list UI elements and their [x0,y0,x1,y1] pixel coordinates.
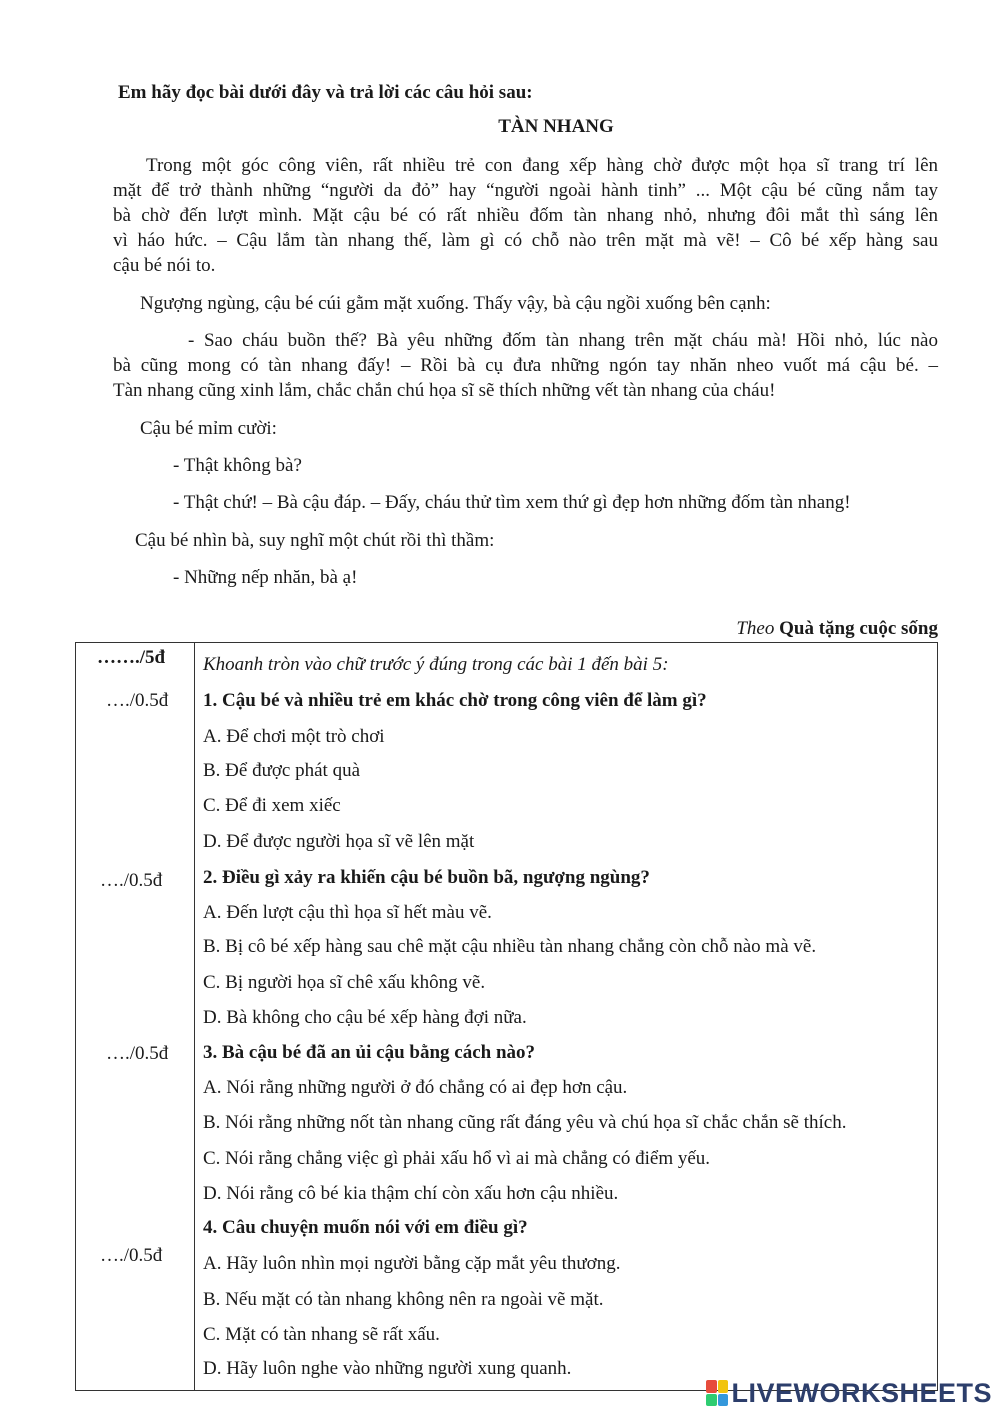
story-line: vì háo hức. – Cậu lắm tàn nhang thế, làm gì có chỗ nào trên mặt mà vẽ! – Cô bé xếp hàng sau [113,230,938,251]
option-2b[interactable]: B. Bị cô bé xếp hàng sau chê mặt cậu nhiều tàn nhang chẳng còn chỗ nào mà vẽ. [203,936,817,957]
option-4a[interactable]: A. Hãy luôn nhìn mọi người bằng cặp mắt yêu thương. [203,1253,621,1274]
story-line: - Thật chứ! – Bà cậu đáp. – Đấy, cháu thử tìm xem thứ gì đẹp hơn những đốm tàn nhang! [173,492,851,513]
story-line: Cậu bé nhìn bà, suy nghĩ một chút rồi thì thầm: [135,530,495,551]
option-4b[interactable]: B. Nếu mặt có tàn nhang không nên ra ngoài vẽ mặt. [203,1289,604,1310]
liveworksheets-wordmark: LIVEWORKSHEETS [731,1377,992,1408]
question-1: 1. Cậu bé và nhiều trẻ em khác chờ trong công viên để làm gì? [203,690,707,711]
story-line: - Thật không bà? [173,455,302,476]
option-3c[interactable]: C. Nói rằng chẳng việc gì phải xấu hổ vì ai mà chẳng có điểm yếu. [203,1148,711,1169]
question-2: 2. Điều gì xảy ra khiến cậu bé buồn bã, ngượng ngùng? [203,867,650,888]
question-score: …./0.5đ [100,1245,163,1266]
option-3a[interactable]: A. Nói rằng những người ở đó chẳng có ai đẹp hơn cậu. [203,1077,628,1098]
source-book: Quà tặng cuộc sống [779,618,938,639]
liveworksheets-logo [706,1376,992,1410]
question-score: …./0.5đ [100,870,163,891]
story-line: cậu bé nói to. [113,255,216,276]
option-2a[interactable]: A. Đến lượt cậu thì họa sĩ hết màu vẽ. [203,902,492,923]
directive: Khoanh tròn vào chữ trước ý đúng trong các bài 1 đến bài 5: [203,654,669,675]
option-3b[interactable]: B. Nói rằng những nốt tàn nhang cũng rất đáng yêu và chú họa sĩ chắc chắn sẽ thích. [203,1112,847,1133]
question-score: …./0.5đ [106,1043,169,1064]
story-line: Ngượng ngùng, cậu bé cúi gằm mặt xuống. Thấy vậy, bà cậu ngồi xuống bên cạnh: [140,293,771,314]
option-2c[interactable]: C. Bị người họa sĩ chê xấu không vẽ. [203,972,486,993]
option-1b[interactable]: B. Để được phát quà [203,760,361,781]
option-4c[interactable]: C. Mặt có tàn nhang sẽ rất xấu. [203,1324,440,1345]
story-line: bà cũng mong có tàn nhang đấy! – Rồi bà cụ đưa những ngón tay nhăn nheo vuốt má cậu bé. – [113,355,938,376]
story-line: Trong một góc công viên, rất nhiều trẻ con đang xếp hàng chờ được một họa sĩ trang trí lên [146,155,938,176]
option-1c[interactable]: C. Để đi xem xiếc [203,795,341,816]
option-4d[interactable]: D. Hãy luôn nghe vào những người xung quanh. [203,1358,572,1379]
question-score: …./0.5đ [106,690,169,711]
question-4: 4. Câu chuyện muốn nói với em điều gì? [203,1217,528,1238]
option-3d[interactable]: D. Nói rằng cô bé kia thậm chí còn xấu hơn cậu nhiều. [203,1183,619,1204]
story-line: Tàn nhang cũng xinh lắm, chắc chắn chú họa sĩ sẽ thích những vết tàn nhang của cháu! [113,380,776,401]
source-prefix: Theo [736,618,775,639]
option-2d[interactable]: D. Bà không cho cậu bé xếp hàng đợi nữa. [203,1007,527,1028]
column-divider [194,643,195,1390]
total-score: ……./5đ [97,647,166,668]
question-3: 3. Bà cậu bé đã an ủi cậu bằng cách nào? [203,1042,536,1063]
option-1a[interactable]: A. Để chơi một trò chơi [203,726,385,747]
liveworksheets-badge-icon [706,1380,728,1406]
option-1d[interactable]: D. Để được người họa sĩ vẽ lên mặt [203,831,475,852]
instruction-heading: Em hãy đọc bài dưới đây và trả lời các câu hỏi sau: [118,82,533,103]
source-citation [736,618,938,640]
story-line: Cậu bé mỉm cười: [140,418,277,439]
story-line: - Những nếp nhăn, bà ạ! [173,567,358,588]
story-line: - Sao cháu buồn thế? Bà yêu những đốm tàn nhang trên mặt cháu mà! Hồi nhỏ, lúc nào [188,330,938,351]
story-line: bà chờ đến lượt mình. Mặt cậu bé có rất nhiều đốm tàn nhang nhỏ, nhưng đôi mắt thì sáng lên [113,205,938,226]
story-title: TÀN NHANG [498,116,614,137]
story-line: mặt để trở thành những “người da đỏ” hay “người ngoài hành tinh” ... Một cậu bé cũng nắm tay [113,180,938,201]
